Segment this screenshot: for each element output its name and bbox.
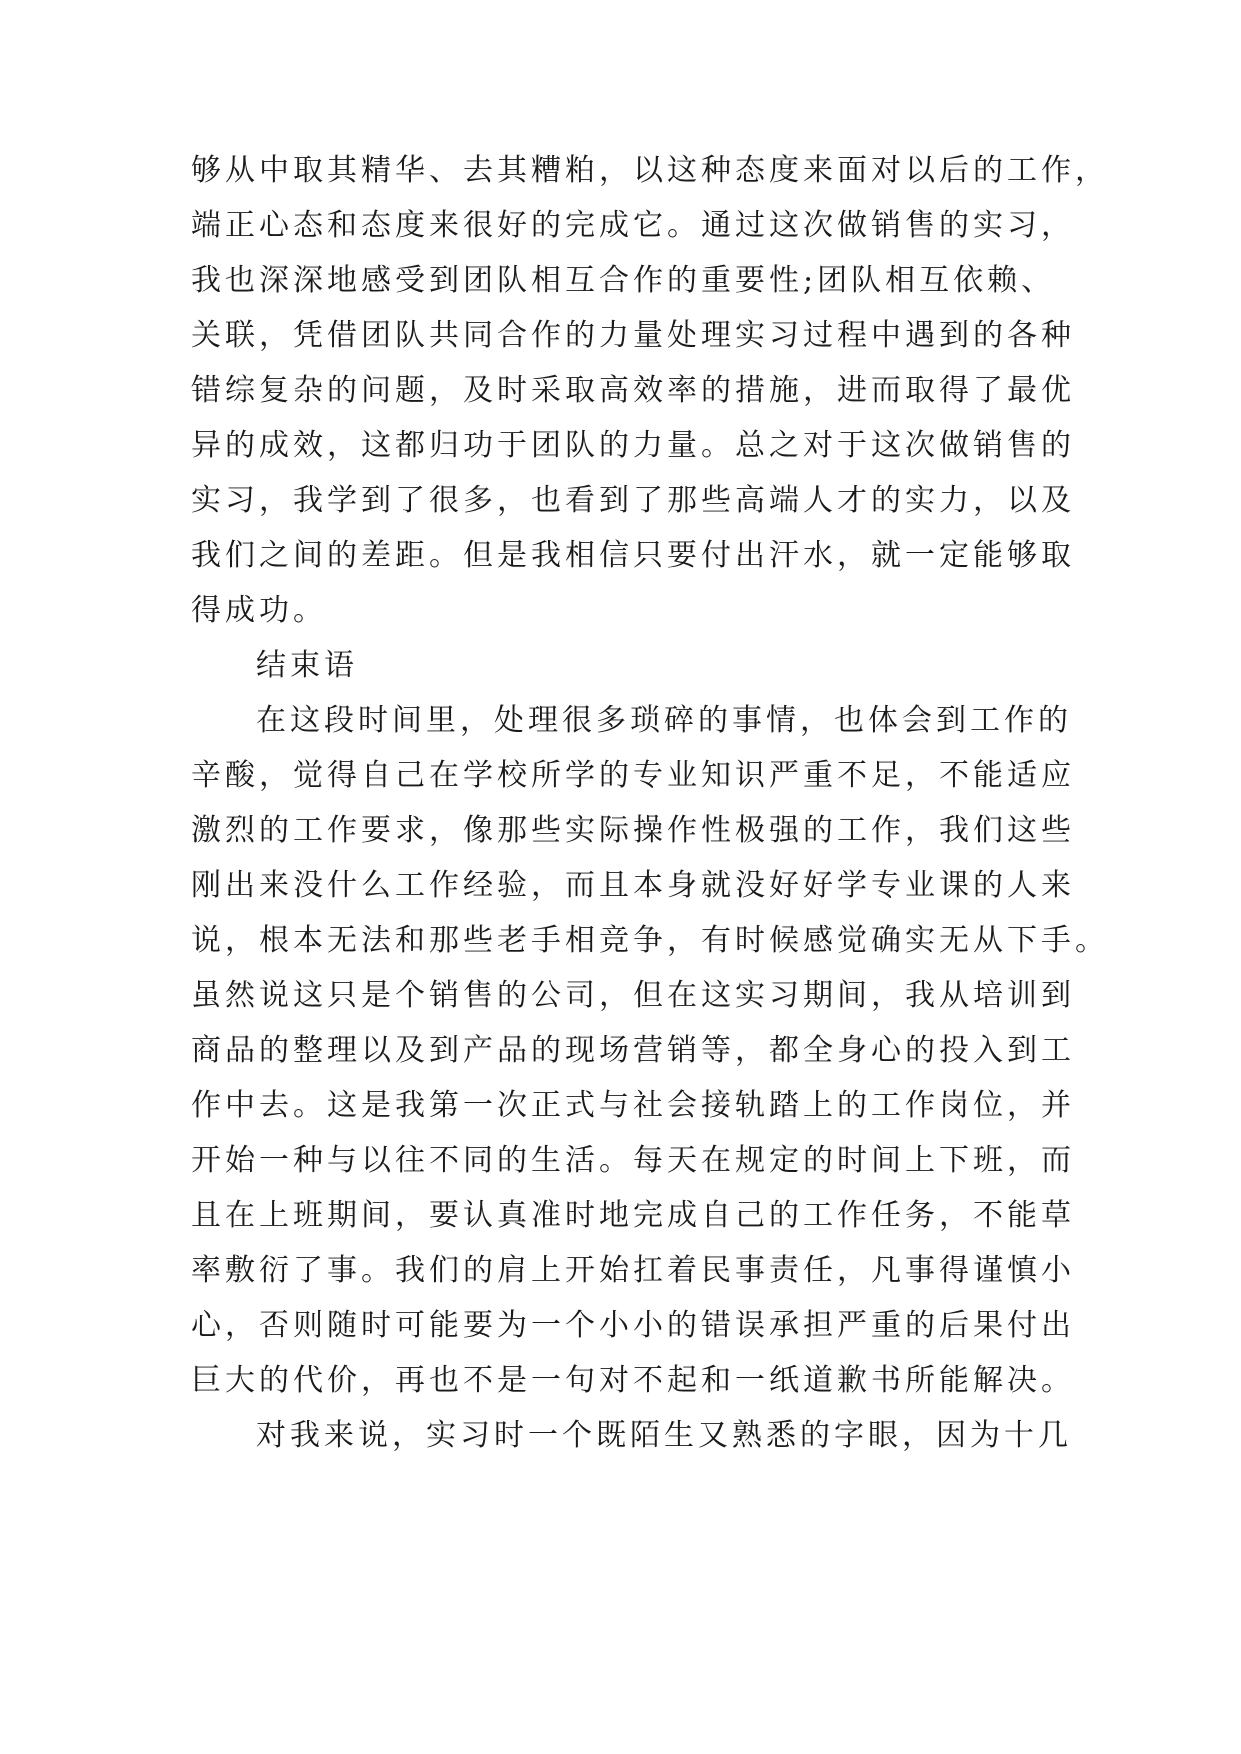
text-line: 对我来说，实习时一个既陌生又熟悉的字眼，因为十几 [256,1418,1072,1453]
text-line: 巨大的代价，再也不是一句对不起和一纸道歉书所能解决。 [191,1363,1075,1398]
text-line: 且在上班期间，要认真准时地完成自己的工作任务，不能草 [191,1198,1075,1233]
text-line: 在这段时间里，处理很多琐碎的事情，也体会到工作的 [256,703,1072,738]
text-line: 心，否则随时可能要为一个小小的错误承担严重的后果付出 [191,1308,1075,1343]
text-line: 够从中取其精华、去其糟粕，以这种态度来面对以后的工作， [191,153,1109,188]
text-line: 异的成效，这都归功于团队的力量。总之对于这次做销售的 [191,428,1075,463]
text-line: 我们之间的差距。但是我相信只要付出汗水，就一定能够取 [191,538,1075,573]
text-line: 刚出来没什么工作经验，而且本身就没好好学专业课的人来 [191,868,1075,903]
text-line: 率敷衍了事。我们的肩上开始扛着民事责任，凡事得谨慎小 [191,1253,1075,1288]
text-line: 虽然说这只是个销售的公司，但在这实习期间，我从培训到 [191,978,1075,1013]
text-line: 得成功。 [191,593,327,628]
text-line: 错综复杂的问题，及时采取高效率的措施，进而取得了最优 [191,373,1075,408]
section-heading: 结束语 [256,648,358,683]
text-line: 端正心态和态度来很好的完成它。通过这次做销售的实习， [191,208,1075,243]
text-line: 关联，凭借团队共同合作的力量处理实习过程中遇到的各种 [191,318,1075,353]
text-line: 作中去。这是我第一次正式与社会接轨踏上的工作岗位，并 [191,1088,1075,1123]
text-line: 我也深深地感受到团队相互合作的重要性;团队相互依赖、 [191,263,1056,298]
text-line: 开始一种与以往不同的生活。每天在规定的时间上下班，而 [191,1143,1075,1178]
text-line: 实习，我学到了很多，也看到了那些高端人才的实力，以及 [191,483,1075,518]
text-line: 激烈的工作要求，像那些实际操作性极强的工作，我们这些 [191,813,1075,848]
text-line: 辛酸，觉得自己在学校所学的专业知识严重不足，不能适应 [191,758,1075,793]
text-line: 说，根本无法和那些老手相竞争，有时候感觉确实无从下手。 [191,923,1109,958]
text-line: 商品的整理以及到产品的现场营销等，都全身心的投入到工 [191,1033,1075,1068]
